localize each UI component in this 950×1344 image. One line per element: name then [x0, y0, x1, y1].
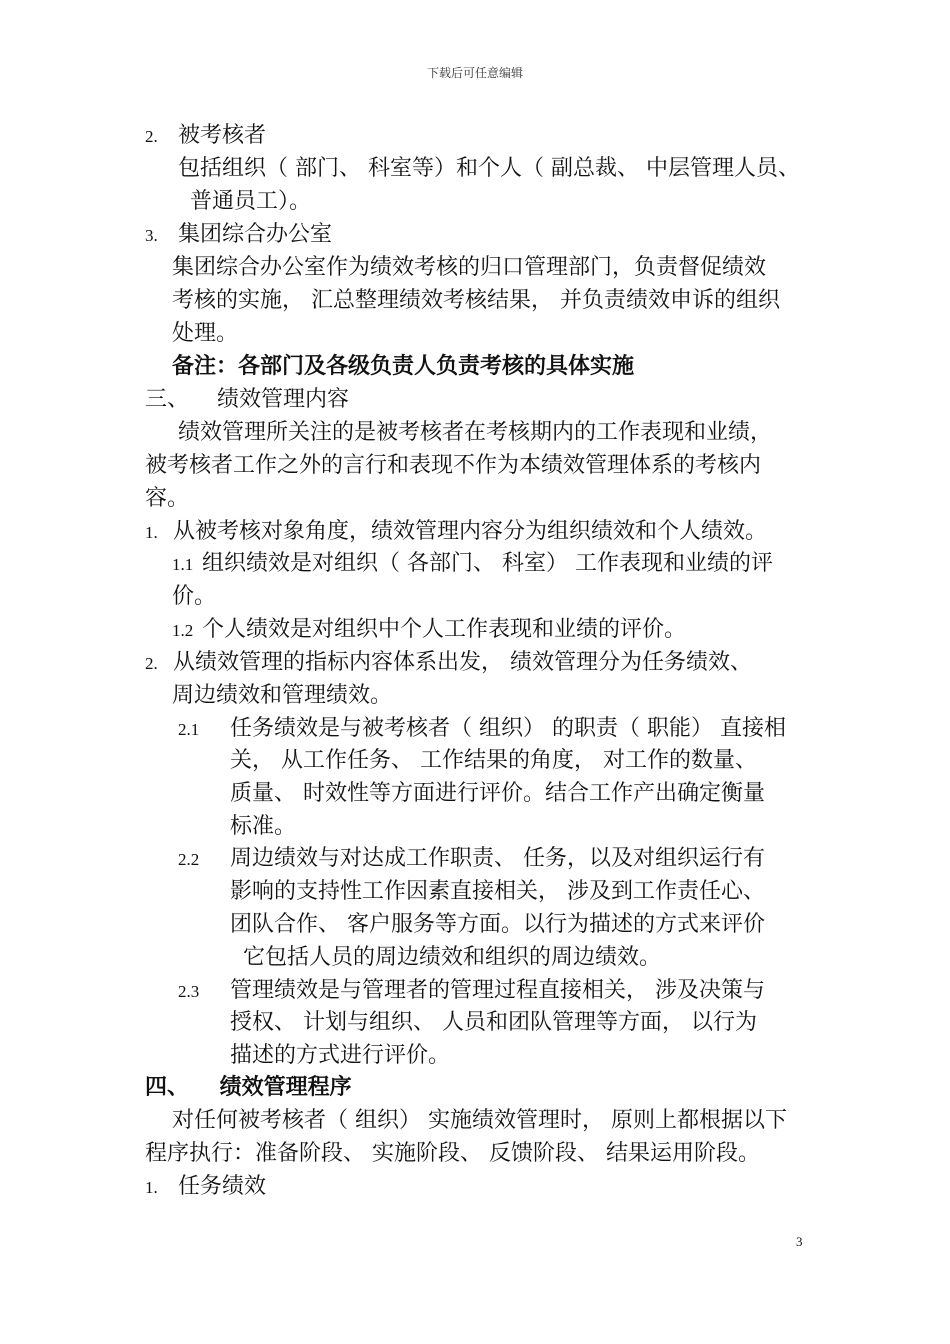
body-line: 授权、 计划与组织、 人员和团队管理等方面， 以行为 — [230, 1010, 757, 1035]
list-number: 1. — [145, 1178, 158, 1197]
list-item — [178, 976, 765, 1007]
body-line: 价。 — [172, 584, 217, 609]
list-number: 2.1 — [178, 720, 200, 739]
list-text: 被考核者 — [178, 123, 267, 148]
section-heading: 三、 绩效管理内容 — [145, 387, 349, 412]
body-line: 考核的实施， 汇总整理绩效考核结果， 并负责绩效申诉的组织 — [172, 288, 780, 313]
list-text: 组织绩效是对组织（ 各部门、 科室） 工作表现和业绩的评 — [202, 551, 773, 576]
body-line: 包括组织（ 部门、 科室等）和个人（ 副总裁、 中层管理人员、 — [178, 156, 800, 181]
list-text: 集团综合办公室 — [178, 222, 333, 247]
body-line: 绩效管理所关注的是被考核者在考核期内的工作表现和业绩， — [178, 420, 773, 445]
list-item — [145, 121, 266, 152]
body-line: 描述的方式进行评价。 — [230, 1043, 451, 1068]
body-line: 影响的支持性工作因素直接相关， 涉及到工作责任心、 — [230, 879, 765, 904]
list-item — [172, 615, 686, 646]
list-number: 2. — [145, 127, 158, 146]
list-number: 2.3 — [178, 982, 200, 1001]
list-item — [178, 844, 765, 875]
page-header: 下载后可任意编辑 — [426, 66, 523, 80]
body-line: 集团综合办公室作为绩效考核的归口管理部门，负责督促绩效 — [172, 255, 767, 280]
list-number: 2.2 — [178, 850, 200, 869]
list-number: 1.1 — [172, 555, 194, 574]
body-line: 程序执行：准备阶段、 实施阶段、 反馈阶段、 结果运用阶段。 — [145, 1141, 760, 1166]
page-number: 3 — [796, 1234, 803, 1249]
body-line: 质量、 时效性等方面进行评价。结合工作产出确定衡量 — [230, 781, 765, 806]
body-line: 普通员工）。 — [190, 189, 312, 214]
list-item — [145, 517, 767, 548]
list-item — [172, 549, 773, 580]
body-line: 对任何被考核者（ 组织） 实施绩效管理时， 原则上都根据以下 — [172, 1108, 787, 1133]
list-text: 任务绩效 — [178, 1174, 267, 1199]
list-text: 管理绩效是与管理者的管理过程直接相关， 涉及决策与 — [230, 978, 765, 1003]
body-line: 处理。 — [172, 321, 239, 346]
list-text: 从绩效管理的指标内容体系出发， 绩效管理分为任务绩效、 — [173, 650, 752, 675]
body-line: 周边绩效和管理绩效。 — [172, 683, 393, 708]
body-line: 被考核者工作之外的言行和表现不作为本绩效管理体系的考核内 — [145, 453, 762, 478]
body-line: 团队合作、 客户服务等方面。以行为描述的方式来评价 — [230, 912, 765, 937]
list-number: 1. — [145, 523, 158, 542]
body-line: 关， 从工作任务、 工作结果的角度， 对工作的数量、 — [230, 748, 757, 773]
body-line: 容。 — [145, 486, 190, 511]
body-line: 标准。 — [230, 814, 297, 839]
list-item — [145, 220, 332, 251]
list-text: 个人绩效是对组织中个人工作表现和业绩的评价。 — [202, 617, 687, 642]
note-line: 备注：各部门及各级负责人负责考核的具体实施 — [172, 354, 635, 379]
list-item — [145, 648, 752, 679]
list-item — [178, 714, 786, 745]
list-item — [145, 1172, 266, 1203]
body-line: 它包括人员的周边绩效和组织的周边绩效。 — [243, 945, 662, 970]
section-heading: 四、 绩效管理程序 — [145, 1075, 352, 1100]
list-text: 周边绩效与对达成工作职责、 任务，以及对组织运行有 — [230, 846, 765, 871]
list-number: 1.2 — [172, 621, 194, 640]
list-text: 从被考核对象角度，绩效管理内容分为组织绩效和个人绩效。 — [173, 519, 768, 544]
list-text: 任务绩效是与被考核者（ 组织） 的职责（ 职能） 直接相 — [230, 716, 786, 741]
list-number: 2. — [145, 654, 158, 673]
list-number: 3. — [145, 226, 158, 245]
